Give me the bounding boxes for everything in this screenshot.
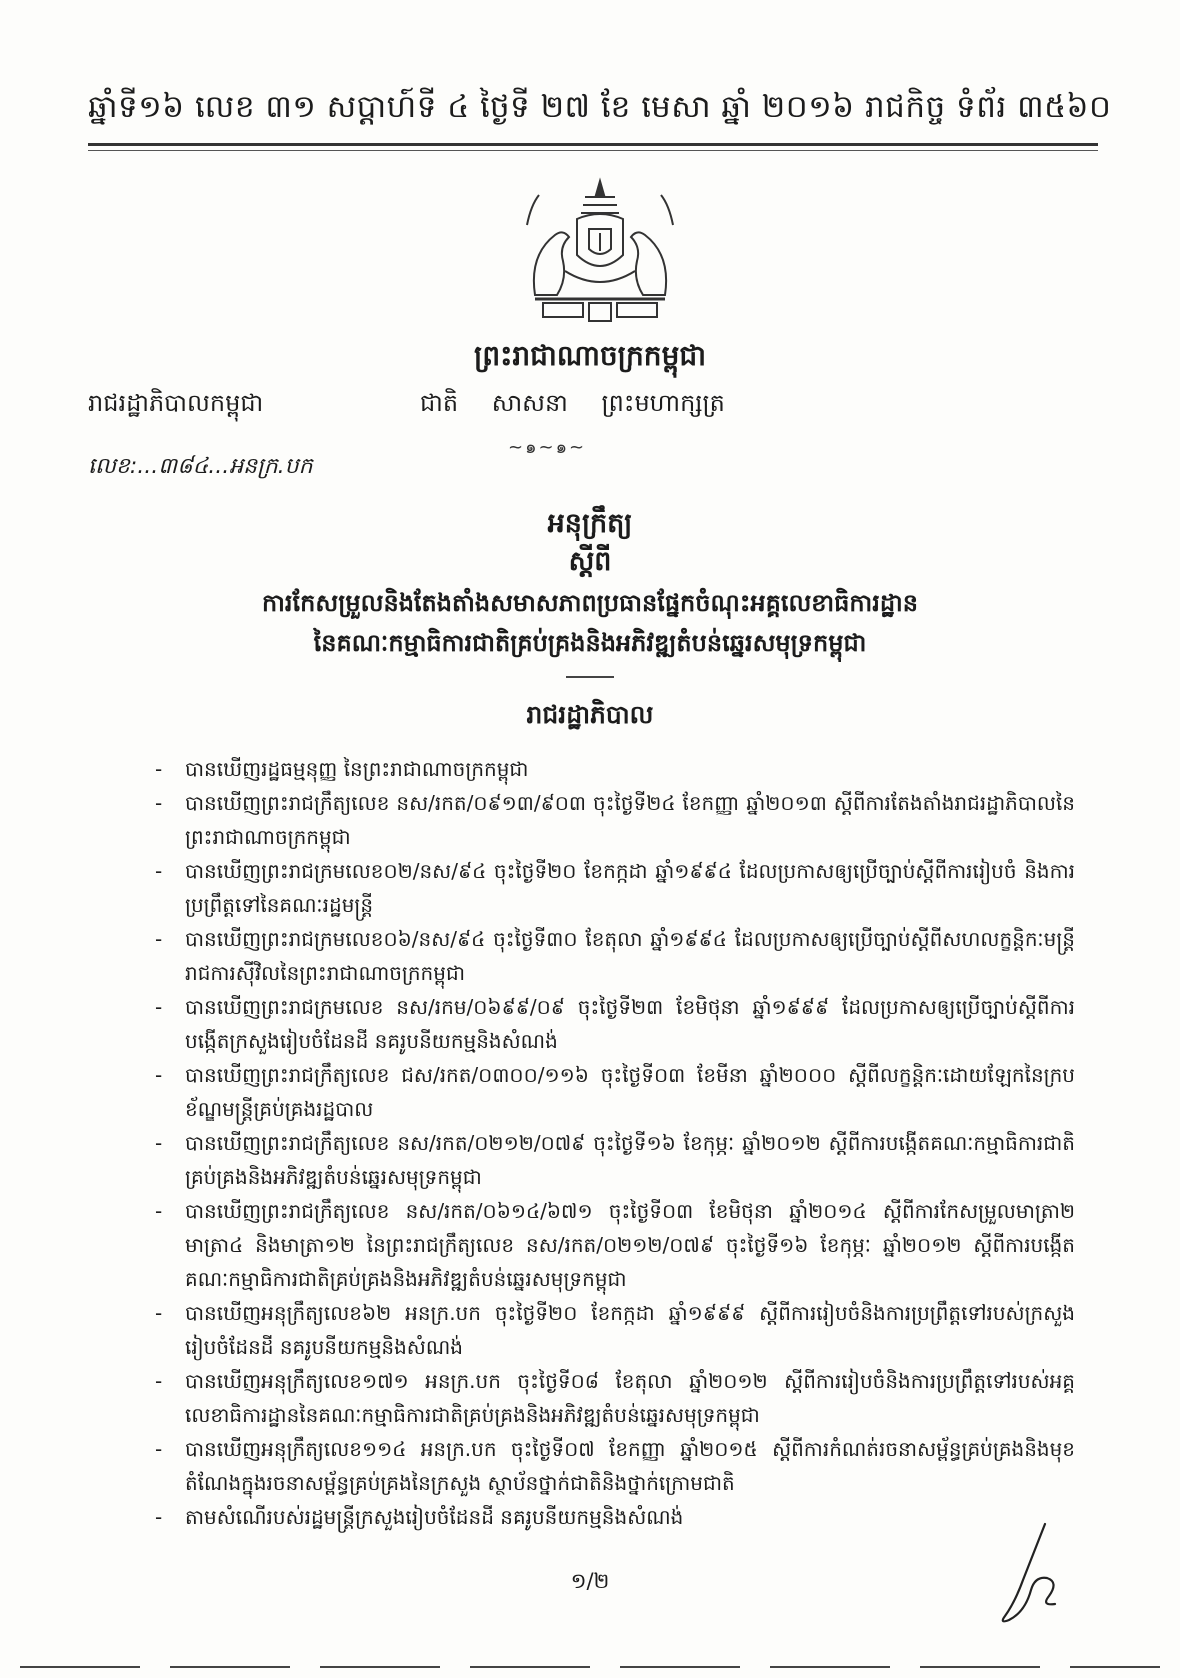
national-motto: ជាតិ សាសនា ព្រះមហាក្សត្រ (420, 389, 725, 417)
list-item: - បានឃើញអនុក្រឹត្យលេខ១៧១ អនក្រ.បក ចុះថ្ងៃទី០៨ ខែតុលា ឆ្នាំ២០១២ ស្តីពីការរៀបចំនិងការប្រព្រឹត្តទៅរបស់អគ្គលេខាធិការដ្ឋាននៃគណៈកម្មាធិការជាតិគ្រប់គ្រងនិងអភិវឌ្ឍតំបន់ឆ្នេរសមុទ្រកម្ពុជា (185, 1364, 1075, 1432)
list-item: - បានឃើញព្រះរាជក្រមលេខ នស/រកម/០៦៩៩/០៩ ចុះថ្ងៃទី២៣ ខែមិថុនា ឆ្នាំ១៩៩៩ ដែលប្រកាសឲ្យប្រើច្បាប់ស្តីពីការបង្កើតក្រសួងរៀបចំដែនដី នគរូបនីយកម្មនិងសំណង់ (185, 990, 1075, 1058)
bottom-edge-rule (20, 1666, 1160, 1668)
kingdom-heading: ព្រះរាជាណាចក្រកម្ពុជា (473, 339, 706, 372)
list-item: - បានឃើញព្រះរាជក្រឹត្យលេខ នស/រកត/០៦១៤/៦៧១ ចុះថ្ងៃទី០៣ ខែមិថុនា ឆ្នាំ២០១៤ ស្តីពីការកែសម្រួលមាត្រា២ មាត្រា៤ និងមាត្រា១២ នៃព្រះរាជក្រឹត្យលេខ នស/រកត/០២១២/០៧៩ ចុះថ្ងៃទី១៦ ខែកុម្ភៈ ឆ្នាំ២០១២ ស្តីពីការបង្កើតគណៈកម្មាធិការជាតិគ្រប់គ្រងនិងអភិវឌ្ឍតំបន់ឆ្នេរសមុទ្រកម្ពុជា (185, 1194, 1075, 1296)
list-item: - បានឃើញព្រះរាជក្រមលេខ០២/នស/៩៤ ចុះថ្ងៃទី២០ ខែកក្កដា ឆ្នាំ១៩៩៤ ដែលប្រកាសឲ្យប្រើច្បាប់ស្តីពីការរៀបចំ និងការប្រព្រឹត្តទៅនៃគណៈរដ្ឋមន្ត្រី (185, 854, 1075, 922)
title-subject-line-2: នៃគណៈកម្មាធិការជាតិគ្រប់គ្រងនិងអភិវឌ្ឍតំបន់ឆ្នេរសមុទ្រកម្ពុជា (313, 629, 867, 657)
government-label: រាជរដ្ឋាភិបាលកម្ពុជា (88, 389, 264, 417)
header-rule-thin (88, 150, 1098, 151)
list-item: - បានឃើញព្រះរាជក្រឹត្យលេខ នស/រកត/០៩១៣/៩០៣ ចុះថ្ងៃទី២៤ ខែកញ្ញា ឆ្នាំ២០១៣ ស្តីពីការតែងតាំងរាជរដ្ឋាភិបាលនៃព្រះរាជាណាចក្រកម្ពុជា (185, 786, 1075, 854)
title-sub-decree: អនុក្រឹត្យ (547, 508, 633, 539)
list-item: - បានឃើញព្រះរាជក្រមលេខ០៦/នស/៩៤ ចុះថ្ងៃទី៣០ ខែតុលា ឆ្នាំ១៩៩៤ ដែលប្រកាសឲ្យប្រើច្បាប់ស្តីពីសហលក្ខន្តិកៈមន្ត្រីរាជការស៊ីវិលនៃព្រះរាជាណាចក្រកម្ពុជា (185, 922, 1075, 990)
list-item: - បានឃើញព្រះរាជក្រឹត្យលេខ នស/រកត/០២១២/០៧៩ ចុះថ្ងៃទី១៦ ខែកុម្ភៈ ឆ្នាំ២០១២ ស្តីពីការបង្កើតគណៈកម្មាធិការជាតិគ្រប់គ្រងនិងអភិវឌ្ឍតំបន់ឆ្នេរសមុទ្រកម្ពុជា (185, 1126, 1075, 1194)
list-item: - តាមសំណើរបស់រដ្ឋមន្ត្រីក្រសួងរៀបចំដែនដី នគរូបនីយកម្មនិងសំណង់ (185, 1500, 1075, 1534)
list-item: - បានឃើញអនុក្រឹត្យលេខ៦២ អនក្រ.បក ចុះថ្ងៃទី២០ ខែកក្កដា ឆ្នាំ១៩៩៩ ស្តីពីការរៀបចំនិងការប្រព្រឹត្តទៅរបស់ក្រសួងរៀបចំដែនដី នគរូបនីយកម្មនិងសំណង់ (185, 1296, 1075, 1364)
list-item: - បានឃើញអនុក្រឹត្យលេខ១១៤ អនក្រ.បក ចុះថ្ងៃទី០៧ ខែកញ្ញា ឆ្នាំ២០១៥ ស្តីពីការកំណត់រចនាសម្ព័ន្ធគ្រប់គ្រងនិងមុខតំណែងក្នុងរចនាសម្ព័ន្ធគ្រប់គ្រងនៃក្រសួង ស្ថាប័នថ្នាក់ជាតិនិងថ្នាក់ក្រោមជាតិ (185, 1432, 1075, 1500)
legal-basis-list (185, 752, 1075, 1534)
royal-coat-of-arms-emblem (505, 175, 695, 330)
issuing-authority: រាជរដ្ឋាភិបាល (526, 700, 654, 729)
header-rule-thick (88, 143, 1098, 146)
gazette-header: ឆ្នាំទី១៦ លេខ ៣១ សប្តាហ៍ទី ៤ ថ្ងៃទី ២៧ ខែ មេសា ឆ្នាំ ២០១៦ រាជកិច្ច ទំព័រ ៣៥៦០ (88, 89, 1112, 125)
motto-ornament: ~๑~๑~ (508, 437, 587, 458)
handwritten-initials-signature (975, 1520, 1085, 1630)
document-number: លេខ:...៣៨៤...អនក្រ.បក (88, 454, 313, 479)
list-item: - បានឃើញព្រះរាជក្រឹត្យលេខ ជស/រកត/០៣០០/១១៦ ចុះថ្ងៃទី០៣ ខែមីនា ឆ្នាំ២០០០ ស្តីពីលក្ខន្តិកៈដោយឡែកនៃក្របខ័ណ្ឌមន្ត្រីគ្រប់គ្រងរដ្ឋបាល (185, 1058, 1075, 1126)
list-item: - បានឃើញរដ្ឋធម្មនុញ្ញ នៃព្រះរាជាណាចក្រកម្ពុជា (185, 752, 1075, 786)
page-number: ១/២ (570, 1569, 610, 1593)
title-regarding: ស្តីពី (568, 546, 612, 577)
title-subject-line-1: ការកែសម្រួលនិងតែងតាំងសមាសភាពប្រធានផ្នែកចំណុះអគ្គលេខាធិការដ្ឋាន (262, 589, 918, 617)
title-ornament-divider (566, 676, 614, 682)
